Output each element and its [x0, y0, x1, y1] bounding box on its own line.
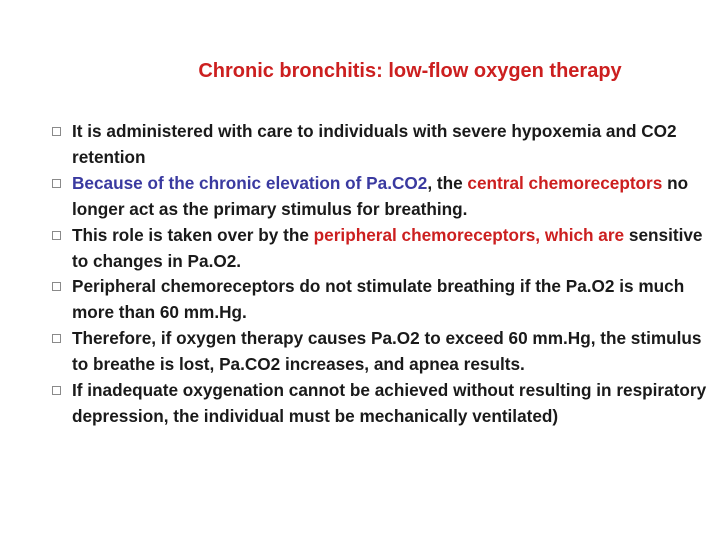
- bullet-text-segment: Peripheral chemoreceptors do not stimulate breathing if the Pa.O2 is much more than 60 mm.Hg.: [72, 276, 685, 323]
- square-bullet-icon: [52, 231, 61, 240]
- bullet-text-segment: It is administered with care to individuals with severe hypoxemia and CO2 retention: [72, 121, 677, 167]
- bullet-text-segment: no longer act as the primary stimulus for breathing.: [72, 172, 689, 219]
- square-bullet-icon: [52, 127, 61, 136]
- bullet-item: [52, 326, 716, 378]
- bullet-text-segment: If inadequate oxygenation cannot be achieved without resulting in respiratory depression, the individual must be mechanically ventilated): [72, 380, 707, 426]
- slide-title: Chronic bronchitis: low-flow oxygen therapy: [198, 60, 622, 82]
- square-bullet-icon: [52, 334, 61, 343]
- bullet-item: [52, 378, 716, 430]
- bullet-item: [52, 119, 716, 171]
- bullet-text-segment: peripheral chemoreceptors, which are: [313, 224, 625, 245]
- square-bullet-icon: [52, 282, 61, 291]
- bullet-text-segment: This role is taken over by the: [72, 224, 314, 245]
- bullet-item: [52, 223, 716, 275]
- bullet-item: [52, 274, 716, 326]
- bullet-text-segment: central chemoreceptors: [467, 172, 663, 193]
- bullet-list: [52, 119, 716, 430]
- square-bullet-icon: [52, 179, 61, 188]
- bullet-text-segment: sensitive to changes in Pa.O2.: [72, 224, 703, 271]
- bullet-text-segment: Because of the chronic elevation of Pa.CO2: [72, 172, 428, 193]
- bullet-text-segment: , the: [427, 172, 468, 193]
- bullet-item: [52, 171, 716, 223]
- square-bullet-icon: [52, 386, 61, 395]
- bullet-text-segment: Therefore, if oxygen therapy causes Pa.O2 to exceed 60 mm.Hg, the stimulus to breathe is lost, Pa.CO2 increases, and apnea results.: [72, 328, 702, 375]
